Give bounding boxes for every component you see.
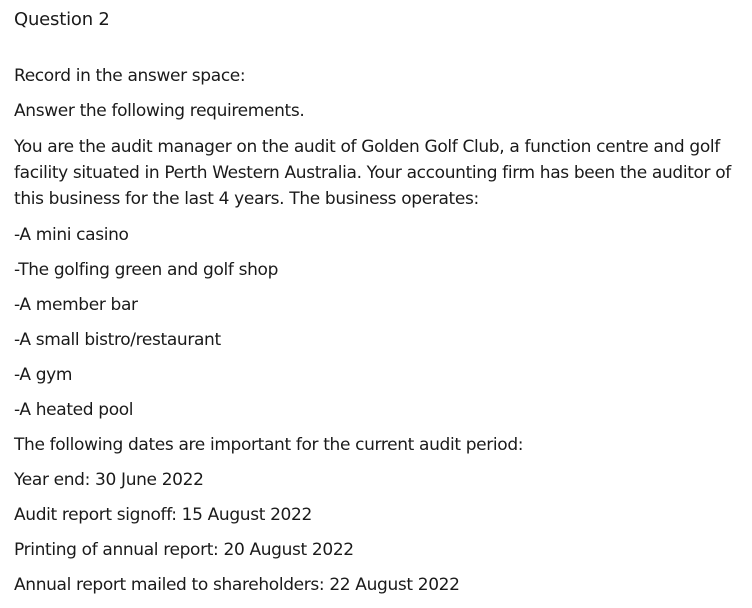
requirement-text: Answer the following requirements. xyxy=(14,101,305,121)
operations-list xyxy=(14,223,740,422)
instruction-text: Record in the answer space: xyxy=(14,66,246,86)
date-item: Audit report signoff: 15 August 2022 xyxy=(14,505,312,525)
date-item: Annual report mailed to shareholders: 22 August 2022 xyxy=(14,575,460,595)
list-item: -A gym xyxy=(14,365,73,385)
question-document xyxy=(14,8,740,608)
date-item: Printing of annual report: 20 August 2022 xyxy=(14,540,354,560)
list-item: -A member bar xyxy=(14,295,138,315)
list-item: -The golfing green and golf shop xyxy=(14,260,279,280)
dates-intro-text: The following dates are important for the current audit period: xyxy=(14,435,524,455)
scenario-paragraph: You are the audit manager on the audit of Golden Golf Club, a function centre and golf facility situated in Perth Western Australia. Your accounting firm has been the auditor of this business for the last 4 years. The business operates: xyxy=(14,137,731,209)
list-item: -A small bistro/restaurant xyxy=(14,330,221,350)
list-item: -A heated pool xyxy=(14,400,134,420)
question-title: Question 2 xyxy=(14,9,110,30)
list-item: -A mini casino xyxy=(14,225,129,245)
important-dates-list xyxy=(14,468,740,597)
date-item: Year end: 30 June 2022 xyxy=(14,470,204,490)
